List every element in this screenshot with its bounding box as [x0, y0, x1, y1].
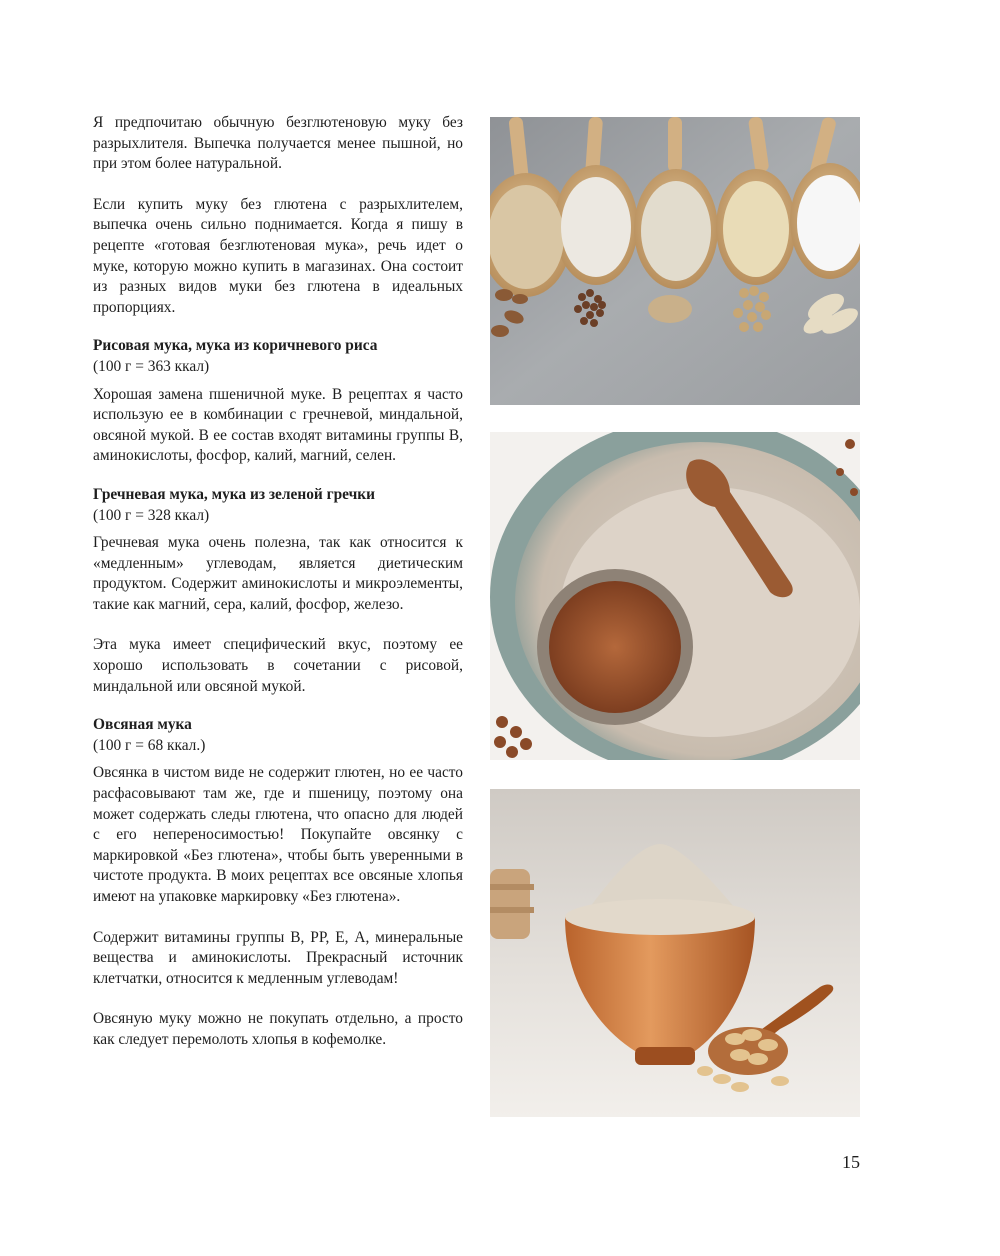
rice-flour-text: Хорошая замена пшеничной муке. В рецептах я часто использую ее в комбинации с гречневой, миндальной, овсяной мукой. В ее состав входят витамины группы В, аминокислоты, фосфор, калий, магний, селен.	[93, 385, 463, 465]
intro-paragraph-1: Я предпочитаю обычную безглютеновую муку без разрыхлителя. Выпечка получается менее пышной, но при этом более натуральной.	[93, 114, 463, 173]
page-number: 15	[842, 1152, 860, 1172]
rice-flour-kcal: (100 г = 363 ккал)	[93, 357, 210, 375]
rice-flour-heading: Рисовая мука, мука из коричневого риса	[93, 337, 378, 355]
buckwheat-flour-photo	[490, 432, 860, 760]
text-column	[93, 113, 463, 1051]
oat-flour-text-2: Содержит витамины группы В, РР, Е, А, минеральные вещества и аминокислоты. Прекрасный источник клетчатки, относится к медленным углеводам!	[93, 928, 463, 987]
oat-flour-text-3: Овсяную муку можно не покупать отдельно, а просто как следует перемолоть хлопья в кофемолке.	[93, 1010, 463, 1048]
intro-paragraph-2: Если купить муку без глютена с разрыхлителем, выпечка очень сильно поднимается. Когда я пишу в рецепте «готовая безглютеновая мука», речь идет о муке, которую можно купить в магазинах. Она состоит из разных видов муки без глютена в идеальных пропорциях.	[93, 195, 463, 316]
buckwheat-flour-text-2: Эта мука имеет специфический вкус, поэтому ее хорошо использовать в сочетании с рисовой, миндальной или овсяной мукой.	[93, 636, 463, 695]
oat-flour-photo	[490, 789, 860, 1117]
buckwheat-flour-kcal: (100 г = 328 ккал)	[93, 506, 210, 524]
oat-flour-text-1: Овсянка в чистом виде не содержит глютен, но ее часто расфасовывают там же, где и пшеницу, поэтому она может содержать следы глютена, что опасно для людей с его непереносимостью! Покупайте овсянку с маркировкой «Без глютена», чтобы быть уверенными в чистоте продукта. В моих рецептах все овсяные хлопья имеют на упаковке маркировку «Без глютена».	[93, 764, 463, 905]
oat-flour-kcal: (100 г = 68 ккал.)	[93, 736, 206, 754]
oat-flour-heading: Овсяная мука	[93, 716, 192, 734]
flour-spoons-photo	[490, 117, 860, 405]
buckwheat-flour-heading: Гречневая мука, мука из зеленой гречки	[93, 485, 376, 503]
buckwheat-flour-text-1: Гречневая мука очень полезна, так как относится к «медленным» углеводам, является диетическим продуктом. Содержит аминокислоты и микроэлементы, такие как магний, сера, калий, фосфор, железо.	[93, 534, 463, 613]
